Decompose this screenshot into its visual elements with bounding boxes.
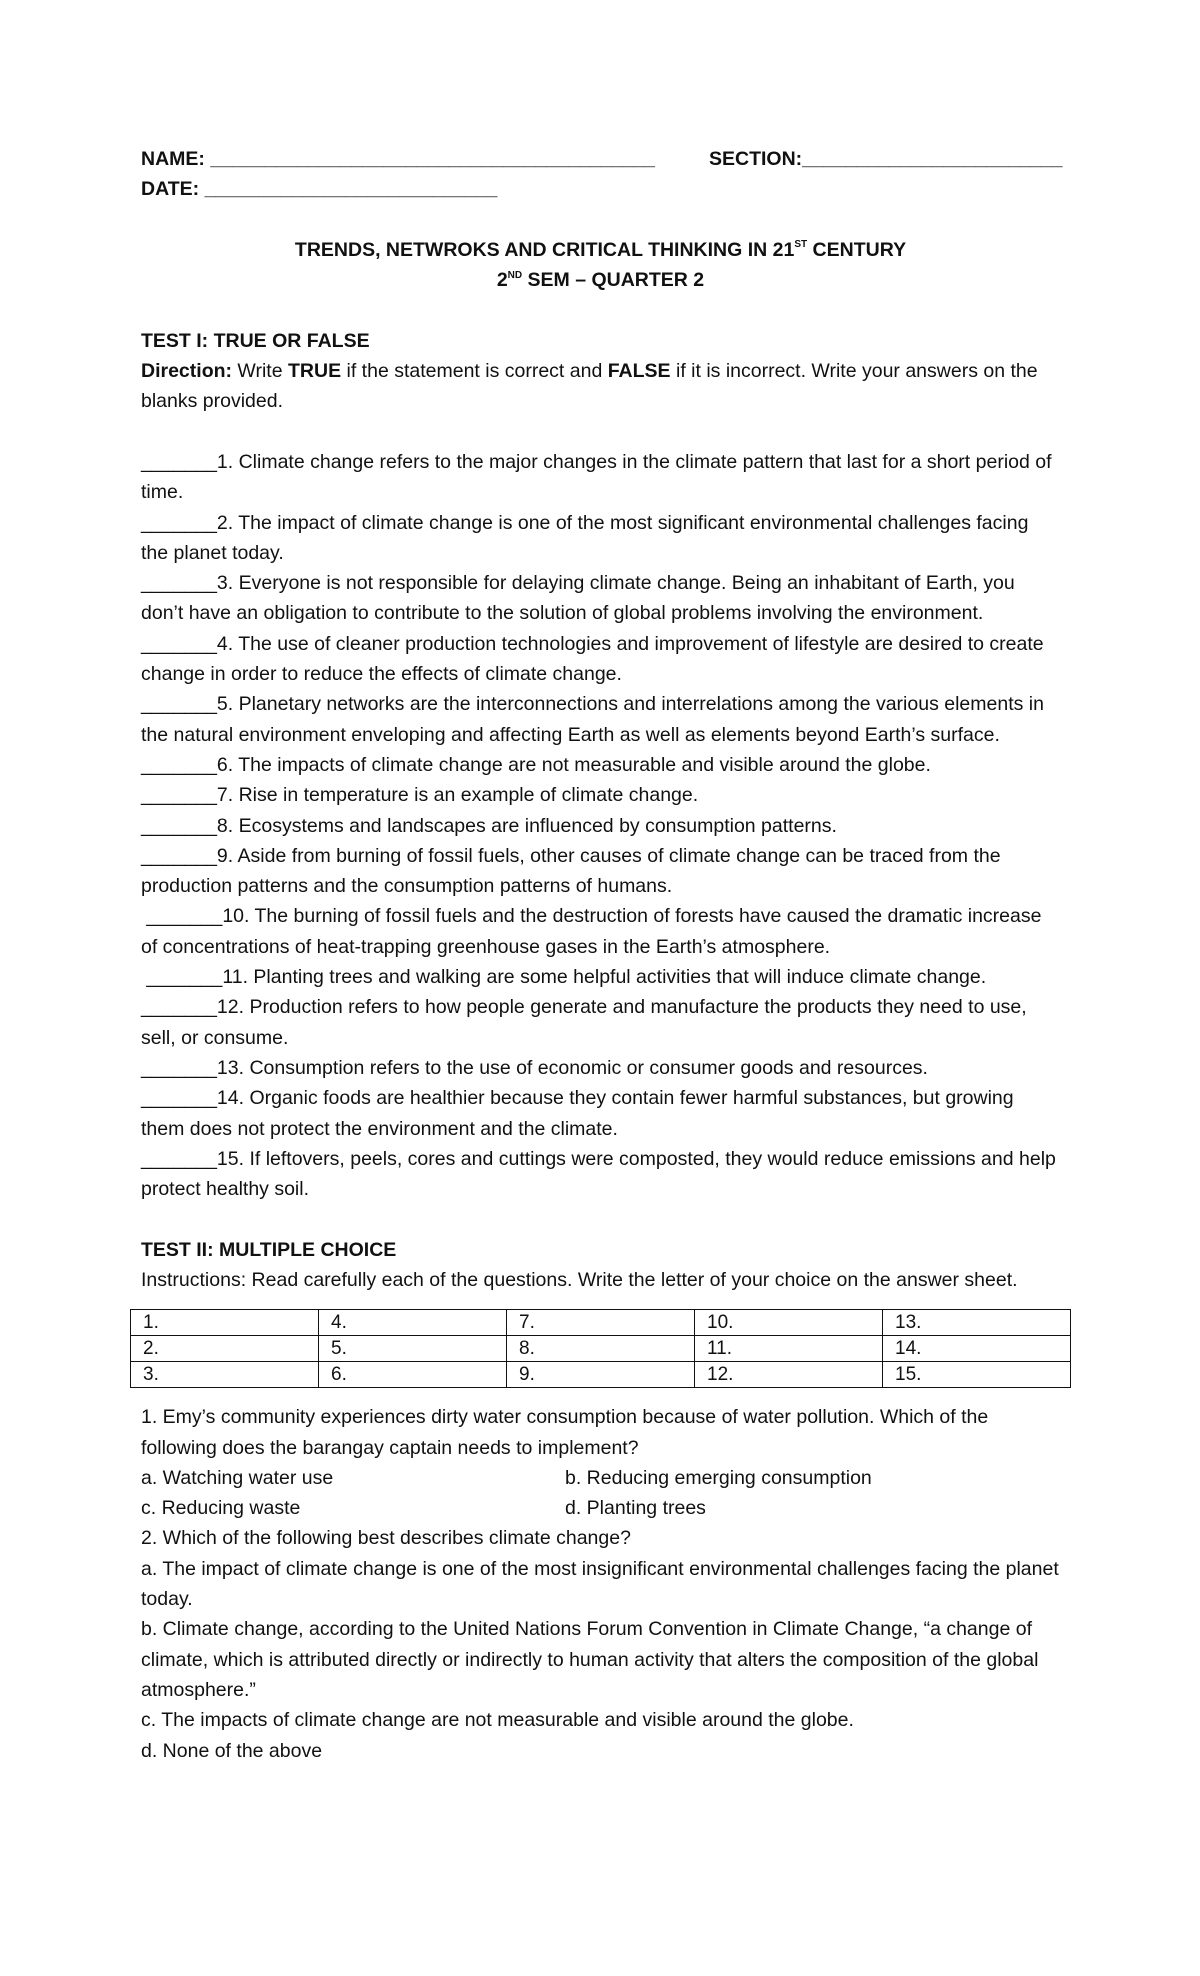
answer-cell[interactable]: 14.	[883, 1336, 1071, 1362]
answer-cell[interactable]: 6.	[319, 1362, 507, 1388]
tf-item: _______1. Climate change refers to the major changes in the climate pattern that last for a short period of time.	[141, 450, 1052, 504]
tf-item: _______4. The use of cleaner production technologies and improvement of lifestyle are desired to create change in order to reduce the effects of climate change.	[141, 632, 1044, 686]
table-row	[131, 1362, 1071, 1388]
answer-cell[interactable]: 5.	[319, 1336, 507, 1362]
tf-item: _______2. The impact of climate change is one of the most significant environmental challenges facing the planet today.	[141, 511, 1029, 564]
date-row	[141, 174, 1060, 204]
tf-item: _______13. Consumption refers to the use of economic or consumer goods and resources.	[141, 1056, 928, 1079]
choice-d: d. None of the above	[141, 1739, 323, 1762]
answer-cell[interactable]: 7.	[507, 1310, 695, 1336]
test1-heading: TEST I: TRUE OR FALSE	[141, 329, 370, 352]
answer-cell[interactable]: 3.	[131, 1362, 319, 1388]
choice-a: a. Watching water use	[141, 1466, 334, 1489]
answer-cell[interactable]: 12.	[695, 1362, 883, 1388]
section-line: ________________________	[802, 148, 1063, 170]
choice-row	[141, 1463, 1060, 1493]
worksheet-subtitle: 2ND SEM – QUARTER 2	[496, 269, 705, 292]
tf-item: _______14. Organic foods are healthier because they contain fewer harmful substances, but growing them does not protect the environment and the climate.	[141, 1087, 1014, 1140]
choice-row	[141, 1493, 1060, 1523]
question-2	[141, 1523, 1060, 1765]
tf-item: _______7. Rise in temperature is an example of climate change.	[141, 784, 699, 807]
answer-cell[interactable]: 8.	[507, 1336, 695, 1362]
question-text: 1. Emy’s community experiences dirty water consumption because of water pollution. Which of the following does the barangay captain needs to implement?	[141, 1406, 989, 1459]
tf-item: _______11. Planting trees and walking are some helpful activities that will induce climate change.	[141, 966, 987, 989]
name-section-row	[141, 144, 1063, 174]
date-label: DATE:	[141, 178, 200, 201]
section-label: SECTION:	[709, 148, 803, 170]
tf-item: _______6. The impacts of climate change are not measurable and visible around the globe.	[141, 753, 931, 776]
answer-cell[interactable]: 15.	[883, 1362, 1071, 1388]
answer-cell[interactable]: 13.	[883, 1310, 1071, 1336]
answer-cell[interactable]: 2.	[131, 1336, 319, 1362]
table-row	[131, 1310, 1071, 1336]
tf-item: _______12. Production refers to how people generate and manufacture the products they need to use, sell, or consume.	[141, 996, 1027, 1049]
name-label: NAME:	[141, 148, 205, 170]
test2-instructions: Instructions: Read carefully each of the questions. Write the letter of your choice on the answer sheet.	[141, 1268, 1018, 1291]
answer-cell[interactable]: 10.	[695, 1310, 883, 1336]
tf-item: _______8. Ecosystems and landscapes are influenced by consumption patterns.	[141, 814, 837, 837]
answer-cell[interactable]: 9.	[507, 1362, 695, 1388]
tf-item: _______15. If leftovers, peels, cores and cuttings were composted, they would reduce emissions and help protect healthy soil.	[141, 1147, 1056, 1201]
choice-b: b. Reducing emerging consumption	[565, 1466, 872, 1489]
question-text: 2. Which of the following best describes climate change?	[141, 1527, 631, 1550]
tf-item: _______3. Everyone is not responsible for delaying climate change. Being an inhabitant of Earth, you don’t have an obligation to contribute to the solution of global problems involving the environment.	[141, 572, 1015, 625]
choice-b: b. Climate change, according to the United Nations Forum Convention in Climate Change, “a change of climate, which is attributed directly or indirectly to human activity that alters the composition of the global atmosphere.”	[141, 1618, 1039, 1701]
answer-cell[interactable]: 1.	[131, 1310, 319, 1336]
choice-c: c. Reducing waste	[141, 1497, 301, 1520]
choice-a: a. The impact of climate change is one of the most insignificant environmental challenges facing the planet today.	[141, 1557, 1059, 1611]
true-false-list	[141, 447, 1060, 1204]
table-row	[131, 1336, 1071, 1362]
choice-d: d. Planting trees	[565, 1497, 706, 1520]
choice-c: c. The impacts of climate change are not measurable and visible around the globe.	[141, 1709, 854, 1732]
name-line: _________________________________________	[210, 148, 655, 170]
answer-sheet-table	[130, 1309, 1071, 1388]
question-1	[141, 1402, 1060, 1523]
tf-item: _______5. Planetary networks are the interconnections and interrelations among the various elements in the natural environment enveloping and affecting Earth as well as elements beyond Earth’s surface.	[141, 693, 1044, 746]
tf-item: _______9. Aside from burning of fossil fuels, other causes of climate change can be traced from the production patterns and the consumption patterns of humans.	[141, 844, 1001, 898]
tf-item: _______10. The burning of fossil fuels and the destruction of forests have caused the dramatic increase of concentrations of heat-trapping greenhouse gases in the Earth’s atmosphere.	[141, 905, 1047, 958]
worksheet-title: TRENDS, NETWROKS AND CRITICAL THINKING IN 21ST CENTURY	[294, 238, 907, 261]
answer-cell[interactable]: 4.	[319, 1310, 507, 1336]
date-line: ___________________________	[204, 178, 498, 201]
answer-cell[interactable]: 11.	[695, 1336, 883, 1362]
test1-direction: Direction: Write TRUE if the statement is correct and FALSE if it is incorrect. Write your answers on the blanks provided.	[141, 360, 1038, 413]
test2-heading: TEST II: MULTIPLE CHOICE	[141, 1238, 397, 1261]
